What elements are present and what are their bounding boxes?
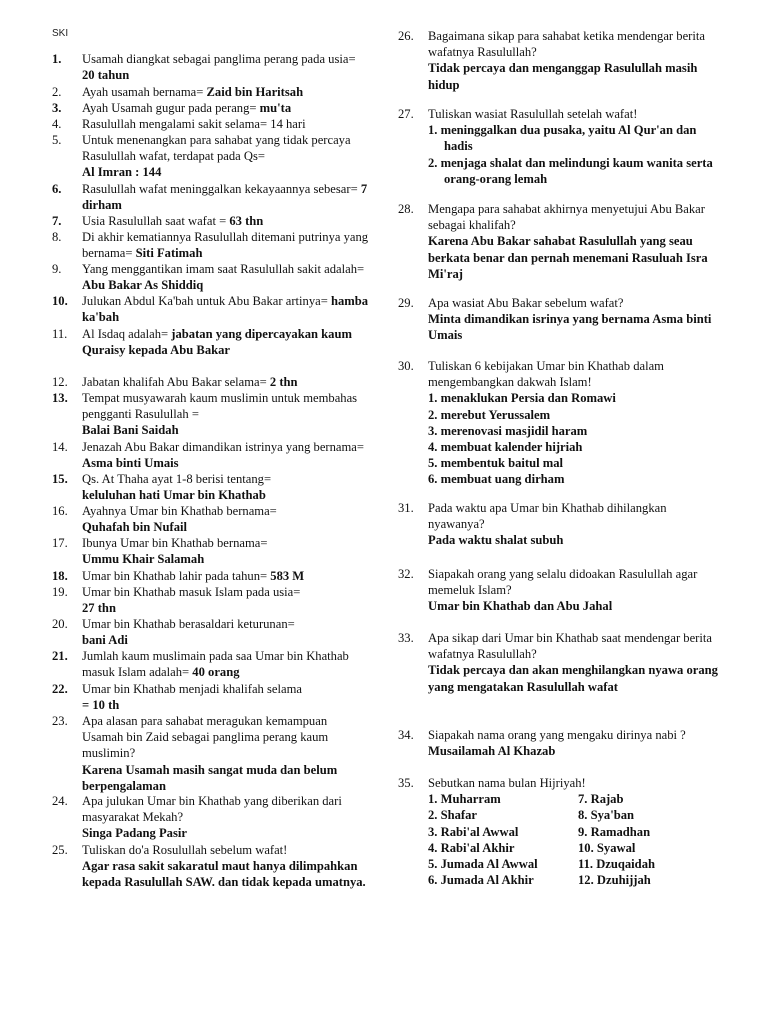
month-name: 4. Rabi'al Akhir bbox=[428, 840, 515, 855]
answer-text: Musailamah Al Khazab bbox=[428, 744, 556, 759]
question-text: Di akhir kematiannya Rasulullah ditemani putrinya yang bernama= bbox=[82, 230, 369, 261]
answer-text: Tidak percaya dan akan menghilangkan nyawa orang yang mengatakan Rasulullah wafat bbox=[428, 663, 718, 694]
question-item bbox=[52, 616, 370, 648]
answer-text: mu'ta bbox=[259, 101, 292, 115]
question-text: Julukan Abdul Ka'bah untuk Abu Bakar artinya= bbox=[82, 294, 328, 308]
month-row bbox=[428, 807, 718, 823]
question-text: Ayah usamah bernama= bbox=[82, 85, 204, 99]
month-name: 10. Syawal bbox=[578, 840, 636, 855]
answer-text: Zaid bin Haritsah bbox=[206, 85, 304, 99]
answer-text: Singa Padang Pasir bbox=[82, 826, 187, 841]
question-item bbox=[52, 648, 370, 680]
question-number: 10. bbox=[52, 294, 68, 308]
month-name: 3. Rabi'al Awwal bbox=[428, 824, 519, 839]
answer-text: Abu Bakar As Shiddiq bbox=[82, 278, 204, 293]
answer-text: 40 orang bbox=[192, 665, 240, 680]
question-number: 19. bbox=[52, 585, 68, 599]
question-item bbox=[398, 28, 718, 93]
question-number: 27. bbox=[398, 107, 414, 121]
question-number: 25. bbox=[52, 843, 68, 857]
answer-text: 20 tahun bbox=[82, 68, 130, 83]
question-text: Tuliskan wasiat Rasulullah setelah wafat! bbox=[428, 107, 638, 121]
answer-text: 2 thn bbox=[269, 375, 298, 389]
question-item bbox=[52, 713, 370, 794]
question-number: 7. bbox=[52, 214, 62, 228]
answer-text: jabatan yang dipercayakan kaum Quraisy kepada Abu Bakar bbox=[82, 327, 352, 358]
answer-list-item: 5. membentuk baitul mal bbox=[428, 456, 564, 471]
question-text: Yang menggantikan imam saat Rasulullah sakit adalah= bbox=[82, 262, 365, 276]
question-number: 13. bbox=[52, 391, 68, 405]
answer-list-item: 1. menaklukan Persia dan Romawi bbox=[428, 391, 616, 406]
answer-text: Karena Usamah masih sangat muda dan belum berpengalaman bbox=[82, 762, 338, 793]
question-number: 9. bbox=[52, 262, 62, 276]
question-item bbox=[398, 295, 718, 344]
question-item bbox=[52, 503, 370, 535]
answer-text: hamba ka'bah bbox=[82, 294, 369, 325]
question-number: 17. bbox=[52, 536, 68, 550]
question-text: Siapakah nama orang yang mengaku dirinya nabi ? bbox=[428, 728, 686, 742]
question-number: 28. bbox=[398, 202, 414, 216]
month-row bbox=[428, 840, 718, 856]
question-text: Ayahnya Umar bin Khathab bernama= bbox=[82, 504, 277, 518]
question-number: 11. bbox=[52, 327, 68, 341]
question-text: Jabatan khalifah Abu Bakar selama= bbox=[82, 375, 267, 389]
question-item bbox=[52, 229, 370, 261]
question-number: 4. bbox=[52, 117, 62, 131]
question-text: Tempat musyawarah kaum muslimin untuk membahas pengganti Rasulullah = bbox=[82, 391, 358, 422]
question-item bbox=[398, 201, 718, 282]
answer-text: Karena Abu Bakar sahabat Rasulullah yang seau berkata benar dan pernah menemani Rasuluah Isra Mi'raj bbox=[428, 234, 708, 281]
question-item bbox=[398, 727, 718, 759]
answer-text: Asma binti Umais bbox=[82, 456, 179, 471]
question-text: Mengapa para sahabat akhirnya menyetujui Abu Bakar sebagai khalifah? bbox=[428, 202, 705, 233]
answer-text: Tidak percaya dan menganggap Rasulullah masih hidup bbox=[428, 61, 698, 92]
question-text: Usia Rasulullah saat wafat = bbox=[82, 214, 227, 228]
question-text: Qs. At Thaha ayat 1-8 berisi tentang= bbox=[82, 472, 272, 486]
question-item bbox=[398, 630, 718, 695]
question-text: Apa sikap dari Umar bin Khathab saat mendengar berita wafatnya Rasulullah? bbox=[428, 631, 712, 662]
question-item bbox=[52, 439, 370, 471]
question-text: Untuk menenangkan para sahabat yang tidak percaya Rasulullah wafat, terdapat pada Qs= bbox=[82, 133, 351, 164]
question-item bbox=[398, 500, 718, 549]
month-name: 6. Jumada Al Akhir bbox=[428, 873, 534, 888]
month-name: 12. Dzuhijjah bbox=[578, 873, 651, 888]
question-number: 26. bbox=[398, 29, 414, 43]
answer-list-item: 3. merenovasi masjidil haram bbox=[428, 423, 588, 438]
question-number: 23. bbox=[52, 714, 68, 728]
answer-text: Pada waktu shalat subuh bbox=[428, 533, 564, 548]
answer-text: 63 thn bbox=[229, 214, 264, 228]
answer-text: bani Adi bbox=[82, 633, 128, 648]
question-item bbox=[52, 181, 370, 213]
question-item bbox=[52, 471, 370, 503]
month-row bbox=[428, 856, 718, 872]
question-item bbox=[52, 100, 370, 116]
question-text: Umar bin Khathab lahir pada tahun= bbox=[82, 569, 268, 583]
question-item bbox=[52, 568, 370, 584]
page-heading: SKI bbox=[52, 28, 69, 39]
question-text: Rasulullah mengalami sakit selama= 14 hari bbox=[82, 117, 306, 131]
answer-text: Umar bin Khathab dan Abu Jahal bbox=[428, 599, 613, 614]
question-number: 8. bbox=[52, 230, 62, 244]
question-text: Apa wasiat Abu Bakar sebelum wafat? bbox=[428, 296, 624, 310]
question-item bbox=[52, 213, 370, 229]
question-text: Rasulullah wafat meninggalkan kekayaannya sebesar= bbox=[82, 182, 358, 196]
answer-text: keluluhan hati Umar bin Khathab bbox=[82, 488, 266, 503]
question-number: 22. bbox=[52, 682, 68, 696]
month-name: 8. Sya'ban bbox=[578, 808, 634, 823]
answer-text: 27 thn bbox=[82, 601, 116, 616]
question-item bbox=[398, 775, 718, 888]
question-text: Tuliskan 6 kebijakan Umar bin Khathab dalam mengembangkan dakwah Islam! bbox=[428, 359, 664, 390]
question-text: Sebutkan nama bulan Hijriyah! bbox=[428, 776, 586, 790]
question-number: 14. bbox=[52, 440, 68, 454]
question-item bbox=[398, 106, 718, 187]
month-list bbox=[428, 791, 718, 888]
question-item bbox=[52, 293, 370, 325]
answer-text: Al Imran : 144 bbox=[82, 165, 162, 180]
question-number: 20. bbox=[52, 617, 68, 631]
question-item bbox=[52, 326, 370, 358]
question-item bbox=[52, 842, 370, 891]
answer-text: Quhafah bin Nufail bbox=[82, 520, 187, 535]
answer-list-item: 2. merebut Yerussalem bbox=[428, 407, 551, 422]
month-name: 2. Shafar bbox=[428, 808, 477, 823]
question-item bbox=[52, 374, 370, 390]
answer-text: Minta dimandikan isrinya yang bernama Asma binti Umais bbox=[428, 312, 712, 343]
question-item bbox=[52, 51, 370, 83]
answer-list-item: 6. membuat uang dirham bbox=[428, 472, 565, 487]
question-number: 29. bbox=[398, 296, 414, 310]
question-item bbox=[52, 84, 370, 100]
question-number: 5. bbox=[52, 133, 62, 147]
question-text: Apa alasan para sahabat meragukan kemampuan Usamah bin Zaid sebagai panglima perang kaum muslimin? bbox=[82, 714, 329, 761]
question-number: 34. bbox=[398, 728, 414, 742]
question-text: Umar bin Khathab menjadi khalifah selama bbox=[82, 682, 302, 696]
question-item bbox=[52, 584, 370, 616]
answer-text: 583 M bbox=[270, 569, 305, 583]
question-number: 32. bbox=[398, 567, 414, 581]
question-text: Umar bin Khathab masuk Islam pada usia= bbox=[82, 585, 301, 599]
question-number: 33. bbox=[398, 631, 414, 645]
question-number: 2. bbox=[52, 85, 62, 99]
question-number: 3. bbox=[52, 101, 62, 115]
question-item bbox=[398, 358, 718, 488]
answer-text: Ummu Khair Salamah bbox=[82, 552, 205, 567]
month-name: 9. Ramadhan bbox=[578, 824, 651, 839]
month-row bbox=[428, 872, 718, 888]
month-row bbox=[428, 824, 718, 840]
question-number: 6. bbox=[52, 182, 62, 196]
question-text: Jenazah Abu Bakar dimandikan istrinya yang bernama= bbox=[82, 440, 364, 454]
month-name: 1. Muharram bbox=[428, 792, 501, 807]
question-text: Siapakah orang yang selalu didoakan Rasulullah agar memeluk Islam? bbox=[428, 567, 698, 598]
question-number: 18. bbox=[52, 569, 68, 583]
question-text: Tuliskan do'a Rosulullah sebelum wafat! bbox=[82, 843, 288, 857]
question-item bbox=[52, 535, 370, 567]
month-row bbox=[428, 791, 718, 807]
question-text: Bagaimana sikap para sahabat ketika mendengar berita wafatnya Rasulullah? bbox=[428, 29, 705, 60]
question-item bbox=[52, 132, 370, 181]
question-item bbox=[52, 793, 370, 842]
answer-text: Balai Bani Saidah bbox=[82, 423, 179, 438]
answer-text: = 10 th bbox=[82, 698, 120, 713]
question-text: Usamah diangkat sebagai panglima perang pada usia= bbox=[82, 52, 356, 66]
month-name: 11. Dzuqaidah bbox=[578, 856, 655, 871]
answer-text: Siti Fatimah bbox=[135, 246, 203, 261]
question-text: Ibunya Umar bin Khathab bernama= bbox=[82, 536, 268, 550]
question-item bbox=[398, 566, 718, 615]
question-text: Ayah Usamah gugur pada perang= bbox=[82, 101, 257, 115]
question-item bbox=[52, 261, 370, 293]
answer-text: Agar rasa sakit sakaratul maut hanya dilimpahkan kepada Rasulullah SAW. dan tidak kepada umatnya. bbox=[82, 859, 366, 890]
question-item bbox=[52, 681, 370, 713]
question-text: Pada waktu apa Umar bin Khathab dihilangkan nyawanya? bbox=[428, 501, 667, 532]
question-text: Al Isdaq adalah= bbox=[82, 327, 169, 341]
question-number: 24. bbox=[52, 794, 68, 808]
question-number: 15. bbox=[52, 472, 68, 486]
question-number: 1. bbox=[52, 52, 62, 66]
answer-list-item: 4. membuat kalender hijriah bbox=[428, 440, 583, 455]
answer-list-item: 1. meninggalkan dua pusaka, yaitu Al Qur'an dan hadis bbox=[428, 123, 697, 154]
question-number: 35. bbox=[398, 776, 414, 790]
question-text: Jumlah kaum muslimain pada saa Umar bin Khathab masuk Islam adalah= bbox=[82, 649, 349, 680]
answer-list-item: 2. menjaga shalat dan melindungi kaum wanita serta orang-orang lemah bbox=[428, 155, 713, 186]
answer-list bbox=[428, 390, 718, 487]
question-item bbox=[52, 116, 370, 132]
answer-text: 7 dirham bbox=[82, 182, 368, 213]
answer-list bbox=[428, 122, 718, 187]
month-name: 7. Rajab bbox=[578, 792, 624, 807]
month-name: 5. Jumada Al Awwal bbox=[428, 856, 538, 871]
question-number: 16. bbox=[52, 504, 68, 518]
question-text: Umar bin Khathab berasaldari keturunan= bbox=[82, 617, 295, 631]
question-number: 30. bbox=[398, 359, 414, 373]
question-item bbox=[52, 390, 370, 439]
question-number: 21. bbox=[52, 649, 68, 663]
question-number: 31. bbox=[398, 501, 414, 515]
question-text: Apa julukan Umar bin Khathab yang diberikan dari masyarakat Mekah? bbox=[82, 794, 342, 825]
question-number: 12. bbox=[52, 375, 68, 389]
